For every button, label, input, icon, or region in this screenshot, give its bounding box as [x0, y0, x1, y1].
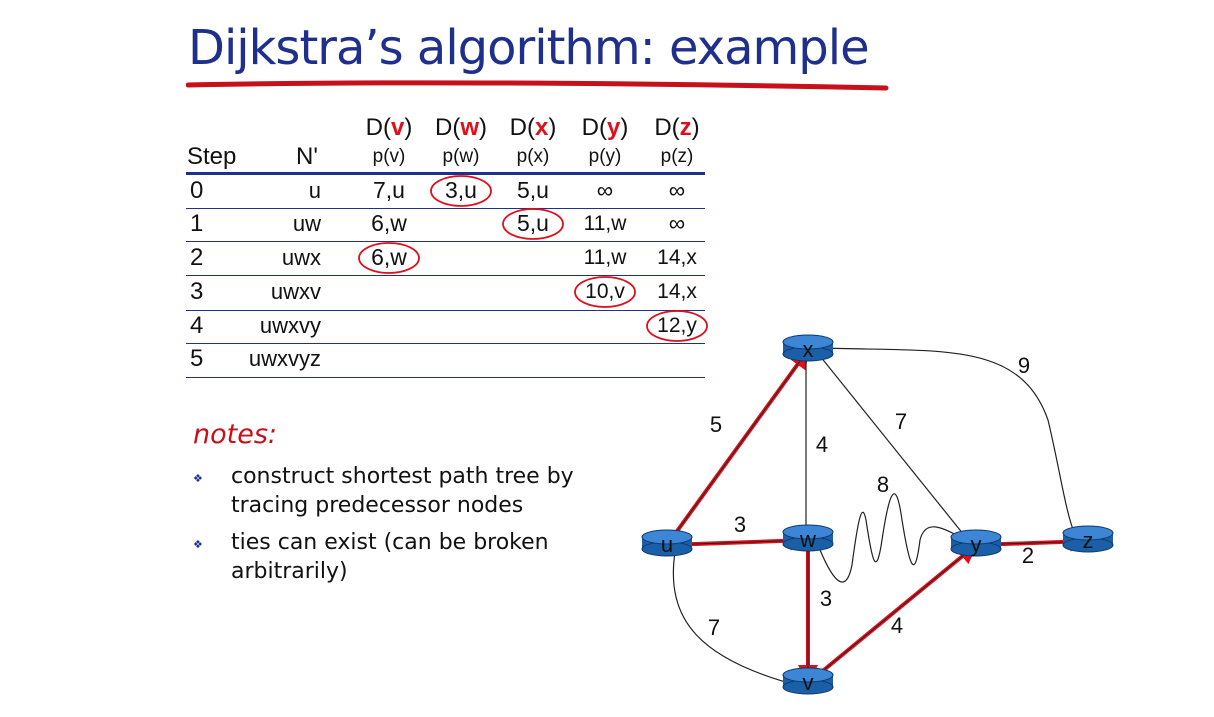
bullet-icon: ❖ [193, 538, 203, 551]
d-suffix: ) [620, 114, 629, 141]
step-cell: 2 [190, 244, 204, 271]
step-header: Step [187, 143, 237, 170]
nprime-cell: uw [292, 211, 321, 236]
d-node: y [606, 114, 621, 141]
node-label: u [660, 532, 674, 557]
table-cell: 11,w [583, 212, 627, 235]
table-cell: 14,x [657, 246, 697, 269]
node-label: z [1082, 528, 1094, 553]
edge-weight-u-w: 3 [733, 512, 747, 537]
router-node-v [783, 668, 833, 695]
column-header-p-y: p(y) [588, 146, 622, 167]
page-title: Dijkstra’s algorithm: example [188, 20, 869, 76]
column-header-p-w: p(w) [442, 146, 480, 167]
edge-x-z [820, 348, 1075, 535]
nprime-cell: uwxvy [259, 313, 321, 338]
d-suffix: ) [404, 114, 413, 141]
table-cell: ∞ [668, 177, 686, 203]
table-cell: 6,w [371, 210, 407, 236]
node-label: y [970, 532, 982, 557]
edge-weight-u-x: 5 [709, 412, 723, 437]
step-cell: 4 [190, 312, 204, 339]
table-cell: 5,u [517, 210, 549, 236]
d-prefix: D( [509, 114, 535, 141]
nprime-cell: u [308, 178, 321, 203]
d-suffix: ) [691, 114, 700, 141]
table-cell: 11,w [583, 246, 627, 269]
edge-weight-w-y: 8 [876, 472, 890, 497]
d-node: v [390, 114, 405, 141]
column-header-p-z: p(z) [660, 146, 694, 167]
table-cell: 12,y [657, 314, 697, 337]
edge-u-v [673, 552, 800, 686]
d-node: w [460, 114, 479, 141]
nprime-cell: uwx [281, 245, 321, 270]
nprime-cell: uwxv [270, 279, 321, 304]
router-node-u [642, 530, 692, 557]
column-header-p-v: p(v) [372, 146, 406, 167]
node-label: x [802, 337, 814, 362]
node-label: v [802, 670, 814, 695]
table-cell: ∞ [596, 177, 614, 203]
column-header-p-x: p(x) [516, 146, 550, 167]
step-cell: 0 [190, 177, 204, 204]
edge-weight-y-z: 2 [1021, 543, 1035, 568]
note-item: construct shortest path tree by tracing predecessor nodes [231, 464, 574, 518]
table-cell: 5,u [517, 177, 549, 203]
edge-weight-v-y: 4 [890, 613, 904, 638]
nprime-header: N' [296, 143, 318, 170]
edge-w-y [818, 494, 965, 582]
step-cell: 1 [190, 210, 204, 237]
router-node-y [951, 530, 1001, 557]
edge-weight-u-v: 7 [707, 615, 721, 640]
d-node: x [534, 114, 549, 141]
router-node-z [1063, 526, 1113, 553]
d-prefix: D( [365, 114, 391, 141]
edge-weight-x-y: 7 [894, 409, 908, 434]
edge-weight-w-v: 3 [819, 586, 833, 611]
edge-x-y [820, 356, 968, 540]
bullet-icon: ❖ [193, 472, 203, 485]
notes-title: notes: [193, 419, 277, 450]
d-prefix: D( [581, 114, 607, 141]
node-label: w [800, 527, 816, 552]
table-cell: 7,u [373, 177, 405, 203]
d-suffix: ) [479, 114, 487, 141]
nprime-cell: uwxvyz [248, 346, 321, 371]
d-prefix: D( [435, 114, 461, 141]
edge-weight-x-z: 9 [1017, 353, 1031, 378]
d-suffix: ) [548, 114, 557, 141]
table-cell: 6,w [371, 244, 407, 270]
edge-weight-x-w: 4 [815, 432, 829, 457]
step-cell: 5 [190, 345, 204, 372]
d-prefix: D( [654, 114, 680, 141]
d-node: z [679, 114, 692, 141]
table-cell: 14,x [657, 280, 697, 303]
table-cell: ∞ [668, 210, 686, 236]
router-node-w [783, 525, 833, 552]
step-cell: 3 [190, 278, 204, 305]
table-cell: 10,v [585, 280, 625, 303]
table-cell: 3,u [445, 177, 477, 203]
router-node-x [783, 335, 833, 362]
note-item: ties can exist (can be broken arbitrarily) [231, 530, 549, 584]
